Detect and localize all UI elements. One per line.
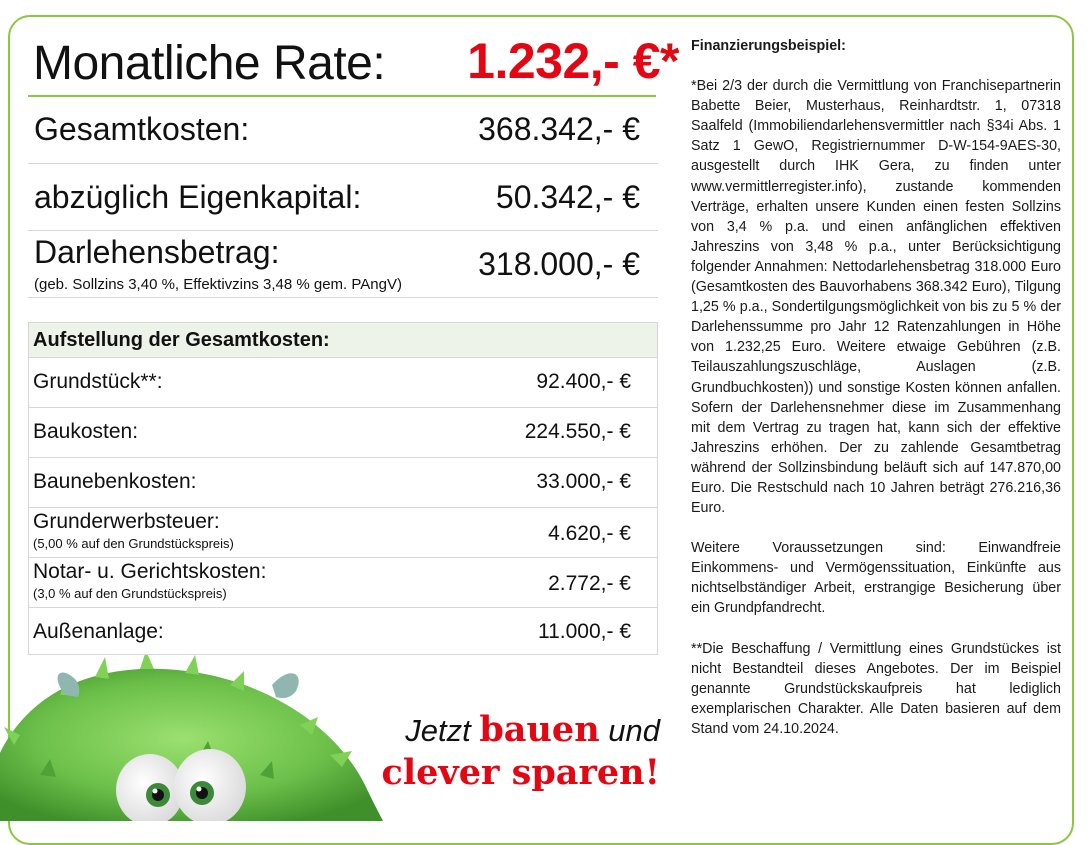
cost-note: (5,00 % auf den Grundstückspreis) <box>33 536 234 551</box>
table-row <box>29 558 657 608</box>
financing-example <box>691 36 1061 739</box>
table-row <box>29 508 657 558</box>
summary-row-loan <box>28 230 658 298</box>
slogan-word: und <box>608 713 660 748</box>
cost-value: 4.620,- € <box>548 522 631 545</box>
financing-paragraph-3: **Die Beschaffung / Vermittlung eines Grundstückes ist nicht Bestandteil dieses Angebotes. Der im Beispiel genannte Grundstückskaufpreis hat lediglich exemplarischen Charakter. Alle Daten basieren auf dem Stand vom 24.10.2024. <box>691 640 1061 737</box>
cost-label: Außenanlage: <box>33 620 164 643</box>
summary-label: abzüglich Eigenkapital: <box>34 179 362 215</box>
cost-note: (3,0 % auf den Grundstückspreis) <box>33 586 227 601</box>
financing-heading: Finanzierungsbeispiel: <box>691 38 846 54</box>
cost-table-header <box>29 323 657 358</box>
monthly-rate <box>33 34 679 94</box>
summary-label: Darlehensbetrag: <box>34 234 280 270</box>
rate-value: 1.232,- €* <box>467 33 679 89</box>
summary-row-total <box>28 97 658 164</box>
cost-label: Grundstück**: <box>33 370 163 393</box>
cost-label: Grunderwerbsteuer: <box>33 510 220 533</box>
table-row <box>29 408 657 458</box>
cost-label: Baunebenkosten: <box>33 470 197 493</box>
slogan-line-2: clever sparen! <box>381 752 660 793</box>
summary-value: 50.342,- € <box>495 179 640 215</box>
cost-value: 33.000,- € <box>536 470 631 493</box>
financing-paragraph-2: Weitere Voraussetzungen sind: Einwandfreie Einkommens- und Vermögenssituation, Einkünfte aus nichtselbständiger Arbeit, erstrangige Besicherung über ein Grundpfandrecht. <box>691 540 1061 617</box>
slogan-word: Jetzt <box>405 713 471 748</box>
table-row <box>29 608 657 655</box>
table-row <box>29 358 657 408</box>
rate-label: Monatliche Rate: <box>33 37 386 90</box>
cost-value: 2.772,- € <box>548 572 631 595</box>
slogan-highlight: bauen <box>479 709 600 750</box>
cost-value: 224.550,- € <box>524 420 631 443</box>
table-row <box>29 458 657 508</box>
cost-table-title: Aufstellung der Gesamtkosten: <box>33 329 330 351</box>
cost-label: Baukosten: <box>33 420 139 443</box>
green-furry-monster-icon <box>0 655 400 821</box>
financing-paragraph-1: *Bei 2/3 der durch die Vermittlung von Franchisepartnerin Babette Beier, Musterhaus, Reinhardtstr. 1, 07318 Saalfeld (Immobiliendarlehensvermittler nach §34i Abs. 1 Satz 1 GewO, Registriernummer D-W-154-9AES-30, ausgestellt durch IHK Gera, zu finden unter www.vermittlerregister.info), zustande kommenden Verträge, erhalten unsere Kunden einen festen Sollzins von 3,4 % p.a. und einen anfänglichen effektiven Jahreszins von 3,48 % p.a., unter Berücksichtigung folgender Annahmen: Nettodarlehensbetrag 318.000 Euro (Gesamtkosten des Bauvorhabens 368.342 Euro), Tilgung 1,25 % p.a., Sondertilgungsmöglichkeit von bis zu 5 % der Darlehenssumme pro Jahr 12 Ratenzahlungen in Höhe von 1.232,25 Euro. Weitere etwaige Gebühren (z.B. Teilauszahlungszuschläge, Auslagen (z.B. Grundbuchkosten)) und sonstige Kosten können anfallen. Sofern der Darlehensnehmer diese im Zusammenhang mit dem Vertrag zu tragen hat, kann sich der effektive Jahreszins erhöhen. Der zu zahlende Gesamtbetrag während der Sollzinsbindung beläuft sich auf 147.870,00 Euro. Die Restschuld nach 10 Jahren beträgt 276.216,36 Euro. <box>691 78 1061 517</box>
summary-value: 318.000,- € <box>478 246 640 282</box>
slogan-line-1 <box>360 710 660 751</box>
summary-row-equity <box>28 163 658 231</box>
cost-table <box>28 322 658 655</box>
summary-label: Gesamtkosten: <box>34 111 250 147</box>
cost-value: 92.400,- € <box>536 370 631 393</box>
cost-value: 11.000,- € <box>537 620 631 643</box>
summary-note: (geb. Sollzins 3,40 %, Effektivzins 3,48 % gem. PAngV) <box>34 276 402 293</box>
cost-label: Notar- u. Gerichtskosten: <box>33 560 267 583</box>
slogan <box>360 710 660 795</box>
summary-value: 368.342,- € <box>478 111 640 147</box>
